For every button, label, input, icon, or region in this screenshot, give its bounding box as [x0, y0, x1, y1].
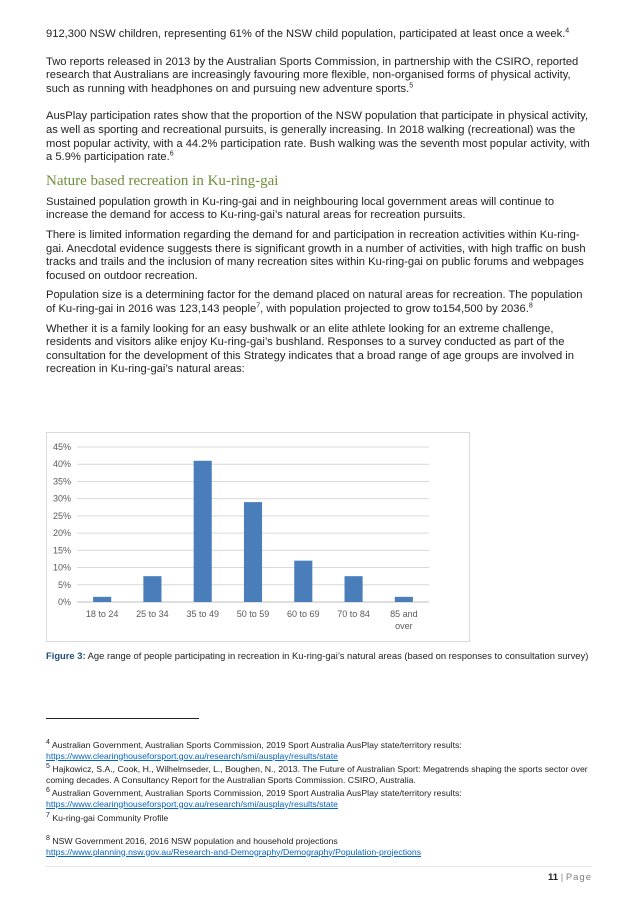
age-range-chart [46, 432, 470, 642]
paragraph-limited-information: There is limited information regarding the demand for and participation in recreation activities within Ku-ring-gai. Anecdotal evidence suggests there is significant growth in a number of activities, with high traffic on bush tracks and trails and the inclusion of many recreation sites within Ku-ring-gai on public forums and webpages focused on outdoor recreation. [46, 228, 586, 282]
x-tick-label: 25 to 34 [136, 609, 169, 619]
footnote-8: $^8$ NSW Government 2016, 2016 NSW population and household projections https://www.planning.nsw.gov.au/Research-and-Demography/Demography/Population-projections [46, 835, 422, 857]
bar [395, 597, 413, 602]
page-body [46, 28, 592, 377]
paragraph-population-growth: Sustained population growth in Ku-ring-gai and in neighbouring local government areas will continue to increase the demand for access to Ku-ring-gai’s natural areas for recreation pursuits. [46, 195, 555, 222]
bar [345, 576, 363, 602]
y-tick-label: 35% [52, 476, 71, 487]
page-number: 11 | Page [548, 872, 592, 883]
footnote-6: $^6$ Australian Government, Australian Sports Commission, 2019 Sport Australia AusPlay state/territory results: https://www.clearinghouseforsport.gov.au/research/smi/ausplay/results/state [46, 787, 462, 809]
footnote-4-link[interactable]: https://www.clearinghouseforsport.gov.au/research/smi/ausplay/results/state [46, 750, 338, 761]
y-tick-label: 15% [52, 545, 71, 556]
y-tick-label: 45% [52, 442, 71, 452]
x-tick-label: 60 to 69 [287, 609, 320, 619]
footer-divider [46, 866, 592, 867]
caption-text: Age range of people participating in recreation in Ku-ring-gai’s natural areas (based on responses to consultation survey) [85, 650, 589, 661]
bar [244, 502, 262, 602]
bar [194, 461, 212, 602]
bar [93, 597, 111, 602]
x-tick-label: 70 to 84 [337, 609, 370, 619]
y-tick-label: 20% [52, 528, 71, 539]
caption-label: Figure 3: [46, 650, 86, 661]
bar [294, 561, 312, 602]
footnote-ref-5[interactable]: 5 [409, 82, 414, 90]
footnote-8-link[interactable]: https://www.planning.nsw.gov.au/Research-and-Demography/Demography/Population-projections [46, 846, 422, 857]
paragraph-ausplay: AusPlay participation rates show that the proportion of the NSW population that participate in physical activity, as well as sporting and recreational pursuits, is generally increasing. In 2018 walking (recreational) was the most popular activity, with a 44.2% participation rate. Bush walking was the seventh most popular activity, with a 5.9% participation rate.$^6$ [46, 110, 590, 164]
footnote-ref-6[interactable]: 6 [169, 150, 174, 158]
y-tick-label: 30% [52, 493, 71, 504]
footnote-ref-4[interactable]: 4 [565, 27, 570, 35]
chart-svg [47, 433, 471, 643]
x-tick-label: 50 to 59 [236, 609, 270, 619]
x-tick-label: 85 and [390, 609, 418, 619]
y-tick-label: 25% [52, 510, 71, 521]
x-tick-label: 18 to 24 [85, 609, 119, 619]
figure-caption [46, 650, 592, 662]
paragraph-participation: 912,300 NSW children, representing 61% of the NSW child population, participated at least once a week.$^4$ [46, 27, 570, 40]
footnote-4: $^4$ Australian Government, Australian Sports Commission, 2019 Sport Australia AusPlay state/territory results: https://www.clearinghouseforsport.gov.au/research/smi/ausplay/results/state [46, 739, 462, 761]
y-tick-label: 10% [52, 562, 71, 573]
footnote-ref-7[interactable]: 7 [256, 302, 261, 310]
y-tick-label: 0% [57, 597, 71, 607]
y-tick-label: 5% [57, 579, 71, 590]
footnote-5: $^5$ Hajkowicz, S.A., Cook, H., Wilhelmseder, L., Boughen, N., 2013. The Future of Australian Sport: Megatrends shaping the sports sector over coming decades. A Consultancy Report for the Australian Sports Commission. CSIRO, Australia. [46, 763, 588, 785]
footnote-divider [46, 718, 199, 719]
footnote-7: $^7$ Ku-ring-gai Community Profile [46, 812, 169, 823]
section-heading: Nature based recreation in Ku-ring-gai [46, 172, 279, 189]
footnote-ref-8[interactable]: 8 [528, 302, 533, 310]
paragraph-csiro-reports: Two reports released in 2013 by the Australian Sports Commission, in partnership with the CSIRO, reported research that Australians are increasingly favouring more flexible, non-organised forms of physical activity, such as running with headphones on and pursuing new adventure sports.$^5$ [46, 55, 579, 95]
x-tick-label: 35 to 49 [186, 609, 219, 619]
paragraph-population-size: Population size is a determining factor for the demand placed on natural areas for recreation. The population of Ku-ring-gai in 2016 was 123,143 people$^7$, with population projected to grow to154,500 by 2036.$^8$ [46, 289, 583, 315]
footnote-6-link[interactable]: https://www.clearinghouseforsport.gov.au/research/smi/ausplay/results/state [46, 798, 338, 809]
y-tick-label: 40% [52, 459, 71, 470]
x-tick-label: over [395, 621, 413, 631]
bar [143, 576, 161, 602]
paragraph-survey: Whether it is a family looking for an easy bushwalk or an elite athlete looking for an extreme challenge, residents and visitors alike enjoy Ku-ring-gai’s bushland. Responses to a survey conducted as part of the consultation for the development of this Strategy indicates that a broad range of age groups are involved in recreation in Ku-ring-gai’s natural areas: [46, 322, 575, 376]
